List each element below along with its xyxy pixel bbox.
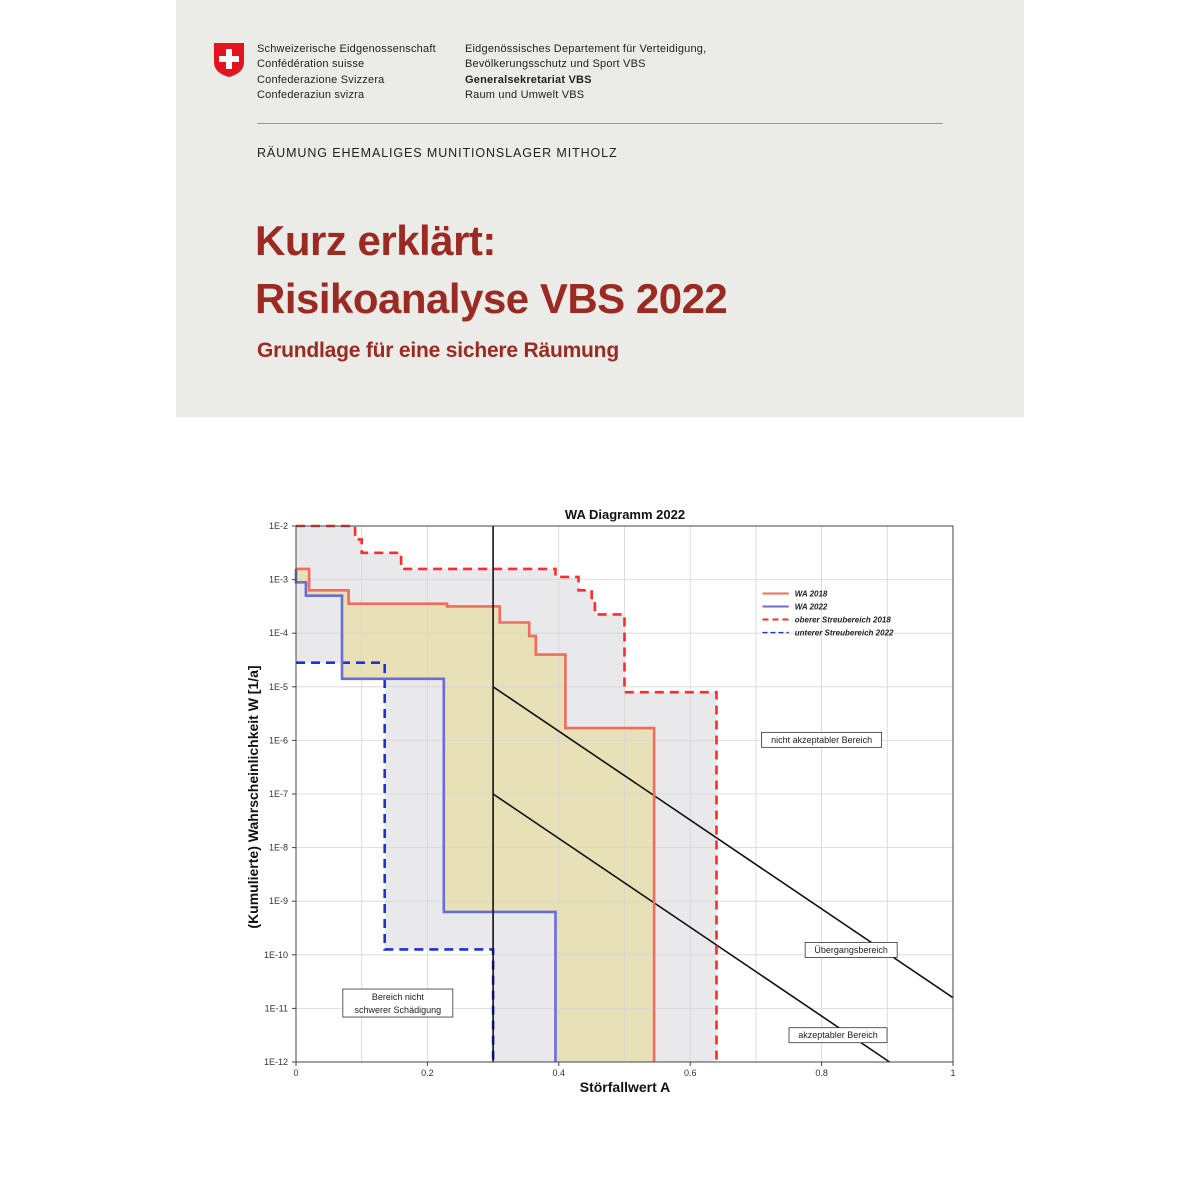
y-tick-label: 1E-12 [263,1057,288,1067]
x-axis-label: Störfallwert A [579,1079,671,1095]
annotation-transition-label: Übergangsbereich [814,944,888,955]
title-line-2: Risikoanalyse VBS 2022 [255,275,728,322]
x-tick-label: 0.4 [552,1068,566,1078]
x-tick-label: 0 [293,1068,299,1078]
y-tick-label: 1E-7 [268,789,288,799]
confederation-rm: Confederaziun svizra [257,88,365,101]
title-line-1: Kurz erklärt: [255,217,496,264]
confederation-fr: Confédération suisse [257,58,365,71]
y-tick-label: 1E-6 [268,735,288,746]
y-tick-label: 1E-8 [268,842,288,853]
project-label: RÄUMUNG EHEMALIGES MUNITIONSLAGER MITHOLZ [257,146,618,160]
y-tick-label: 1E-3 [268,574,288,585]
department-line-1: Eidgenössisches Departement für Verteidigung, [465,43,707,55]
department-line-2: Bevölkerungsschutz und Sport VBS [465,58,646,71]
annotation-no-severe-damage-label: Bereich nicht [371,992,424,1003]
confederation-names [257,42,436,103]
page-title [255,212,727,328]
confederation-it: Confederazione Svizzera [257,73,385,86]
y-axis-label: (Kumulierte) Wahrscheinlichkeit W [1/a] [245,665,261,929]
swiss-flag-icon [213,42,245,78]
legend-label: oberer Streubereich 2018 [794,615,891,625]
legend-label: unterer Streubereich 2022 [794,628,894,638]
header-divider [257,123,943,124]
x-tick-label: 0.2 [421,1068,434,1078]
y-tick-label: 1E-11 [264,1003,288,1014]
x-tick-label: 0.8 [815,1068,828,1078]
y-tick-label: 1E-5 [268,681,288,692]
chart-title: WA Diagramm 2022 [564,507,686,522]
department-block [465,42,706,103]
x-tick-label: 0.6 [683,1068,697,1078]
annotation-acceptable-label: akzeptabler Bereich [798,1030,878,1041]
wa-diagram-chart [230,495,970,1105]
legend-label: WA 2022 [794,602,828,612]
y-tick-label: 1E-2 [268,521,288,531]
header-panel [176,0,1024,417]
secretariat: Generalsekretariat VBS [465,73,592,86]
confederation-de: Schweizerische Eidgenossenschaft [257,43,436,55]
x-tick-label: 1 [950,1068,956,1078]
legend-label: WA 2018 [794,589,828,599]
page-subtitle: Grundlage für eine sichere Räumung [257,339,619,362]
y-tick-label: 1E-10 [263,949,288,960]
annotation-no-severe-damage-label: schwerer Schädigung [354,1005,442,1016]
annotation-not-acceptable-label: nicht akzeptabler Bereich [771,734,873,745]
y-tick-label: 1E-4 [268,628,288,639]
y-tick-label: 1E-9 [268,896,288,907]
office: Raum und Umwelt VBS [465,88,585,101]
